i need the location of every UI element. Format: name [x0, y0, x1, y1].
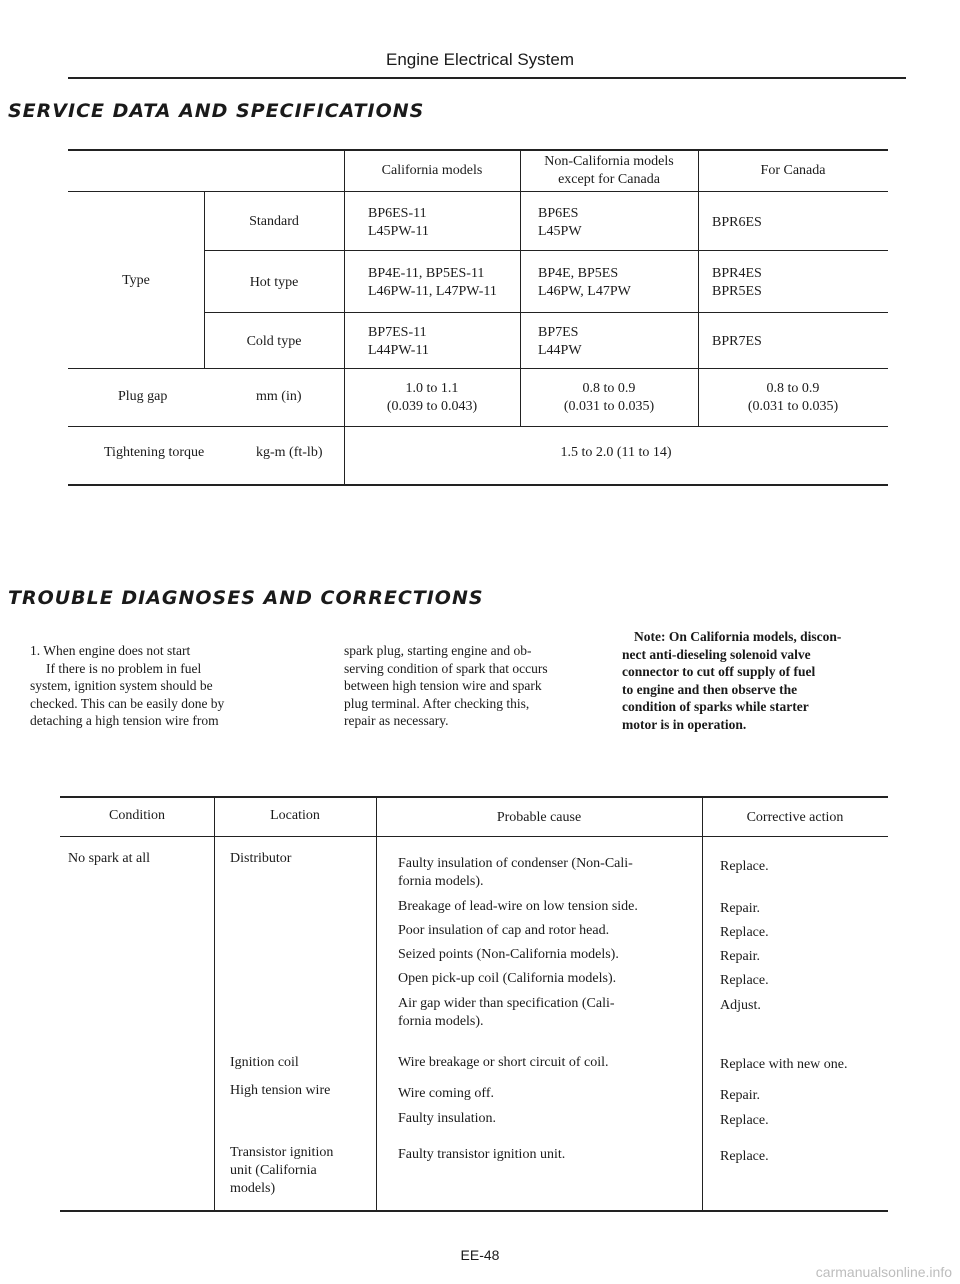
plug-gap-cal: (0.039 to 0.043): [386, 399, 478, 414]
col-header-california: California models: [381, 163, 483, 178]
section-title-service-data: SERVICE DATA AND SPECIFICATIONS: [8, 100, 425, 122]
action-value: Replace.: [720, 925, 769, 940]
row-label-cold: Cold type: [246, 334, 302, 349]
hot-cal: L46PW-11, L47PW-11: [368, 284, 497, 299]
section-title-trouble: TROUBLE DIAGNOSES AND CORRECTIONS: [8, 587, 484, 609]
hot-canada: BPR5ES: [712, 284, 762, 299]
table-rule: [68, 426, 888, 427]
col-header-noncal-line1: Non-California models: [544, 154, 674, 169]
table-vline: [376, 797, 377, 1210]
intro-line: spark plug, starting engine and ob-: [344, 643, 532, 658]
col-header-canada: For Canada: [760, 163, 826, 178]
plug-gap-canada: (0.031 to 0.035): [747, 399, 839, 414]
standard-canada: BPR6ES: [712, 215, 762, 230]
hot-noncal: L46PW, L47PW: [538, 284, 631, 299]
table-top-rule: [60, 796, 888, 798]
intro-col2: [344, 642, 614, 730]
col-header-condition: Condition: [108, 808, 165, 823]
plug-gap-cal: 1.0 to 1.1: [405, 381, 459, 396]
location-value: unit (California: [230, 1163, 317, 1178]
col-header-location: Location: [270, 808, 320, 823]
table-rule: [60, 836, 888, 837]
action-value: Replace with new one.: [720, 1057, 848, 1072]
row-label-plug-gap: Plug gap: [118, 389, 168, 404]
table-vline: [214, 797, 215, 1210]
intro-line: 1. When engine does not start: [30, 643, 191, 658]
cold-noncal: BP7ES: [538, 325, 579, 340]
standard-noncal: BP6ES: [538, 206, 579, 221]
intro-line: repair as necessary.: [344, 713, 449, 728]
col-header-noncal-line2: except for Canada: [558, 172, 660, 187]
standard-cal: BP6ES-11: [368, 206, 427, 221]
note-line: nect anti-dieseling solenoid valve: [622, 646, 811, 662]
cold-cal: BP7ES-11: [368, 325, 427, 340]
table-bottom-rule: [68, 484, 888, 486]
hot-canada: BPR4ES: [712, 266, 762, 281]
location-value: Ignition coil: [230, 1055, 299, 1070]
intro-line: checked. This can be easily done by: [30, 695, 225, 711]
table-vline: [702, 797, 703, 1210]
cold-canada: BPR7ES: [712, 334, 762, 349]
row-label-type: Type: [122, 273, 150, 288]
plug-gap-noncal: 0.8 to 0.9: [582, 381, 636, 396]
location-value: Transistor ignition: [230, 1145, 334, 1160]
location-value: High tension wire: [230, 1083, 331, 1098]
cause-line: fornia models).: [398, 874, 484, 889]
header-rule: [68, 77, 906, 79]
action-value: Repair.: [720, 1088, 761, 1103]
cold-noncal: L44PW: [538, 343, 582, 358]
standard-cal: L45PW-11: [368, 224, 429, 239]
cause-line: Air gap wider than specification (Cali-: [398, 996, 615, 1011]
plug-gap-unit: mm (in): [256, 389, 302, 404]
table-bottom-rule: [60, 1210, 888, 1212]
action-value: Replace.: [720, 973, 769, 988]
intro-note: [622, 628, 912, 733]
cause-line: fornia models).: [398, 1014, 484, 1029]
location-value: Distributor: [230, 851, 292, 866]
action-value: Replace.: [720, 1113, 769, 1128]
condition-value: No spark at all: [68, 851, 151, 866]
table-rule: [204, 312, 888, 313]
plug-gap-canada: 0.8 to 0.9: [766, 381, 820, 396]
intro-line: serving condition of spark that occurs: [344, 660, 548, 676]
cause-line: Breakage of lead-wire on low tension side.: [398, 899, 638, 914]
row-label-standard: Standard: [249, 214, 299, 229]
torque-value: 1.5 to 2.0 (11 to 14): [560, 445, 672, 460]
cause-line: Wire breakage or short circuit of coil.: [398, 1055, 609, 1070]
note-line: connector to cut off supply of fuel: [622, 664, 816, 679]
table-rule: [68, 368, 888, 369]
cause-line: Faulty transistor ignition unit.: [398, 1147, 566, 1162]
intro-line: plug terminal. After checking this,: [344, 695, 530, 711]
col-header-action: Corrective action: [746, 810, 844, 825]
page-number: EE-48: [460, 1247, 500, 1263]
cause-line: Wire coming off.: [398, 1086, 494, 1101]
hot-noncal: BP4E, BP5ES: [538, 266, 619, 281]
action-value: Replace.: [720, 1149, 769, 1164]
action-value: Repair.: [720, 901, 761, 916]
table-rule: [68, 191, 888, 192]
note-line: Note: On California models, discon-: [634, 629, 842, 644]
note-line: to engine and then observe the: [622, 681, 798, 697]
intro-line: If there is no problem in fuel: [46, 660, 202, 676]
torque-unit: kg-m (ft-lb): [256, 445, 323, 460]
note-line: condition of sparks while starter: [622, 699, 809, 714]
plug-gap-noncal: (0.031 to 0.035): [563, 399, 655, 414]
watermark: carmanualsonline.info: [815, 1264, 952, 1280]
table-vline: [344, 150, 345, 484]
action-value: Repair.: [720, 949, 761, 964]
action-value: Adjust.: [720, 998, 761, 1013]
note-line: motor is in operation.: [622, 716, 747, 732]
intro-line: between high tension wire and spark: [344, 678, 542, 693]
cause-line: Faulty insulation of condenser (Non-Cali-: [398, 856, 633, 871]
col-header-cause: Probable cause: [496, 810, 582, 825]
standard-noncal: L45PW: [538, 224, 582, 239]
cause-line: Faulty insulation.: [398, 1111, 496, 1126]
intro-line: system, ignition system should be: [30, 678, 213, 693]
action-value: Replace.: [720, 859, 769, 874]
row-label-torque: Tightening torque: [104, 445, 205, 460]
table-top-rule: [68, 149, 888, 151]
page-header: Engine Electrical System: [385, 50, 575, 69]
location-value: models): [230, 1181, 276, 1196]
cold-cal: L44PW-11: [368, 343, 429, 358]
cause-line: Seized points (Non-California models).: [398, 947, 619, 962]
hot-cal: BP4E-11, BP5ES-11: [368, 266, 485, 281]
cause-line: Poor insulation of cap and rotor head.: [398, 923, 610, 938]
table-rule: [204, 250, 888, 251]
intro-line: detaching a high tension wire from: [30, 713, 219, 728]
row-label-hot: Hot type: [249, 275, 299, 290]
cause-line: Open pick-up coil (California models).: [398, 971, 617, 986]
intro-col1: [30, 642, 320, 730]
